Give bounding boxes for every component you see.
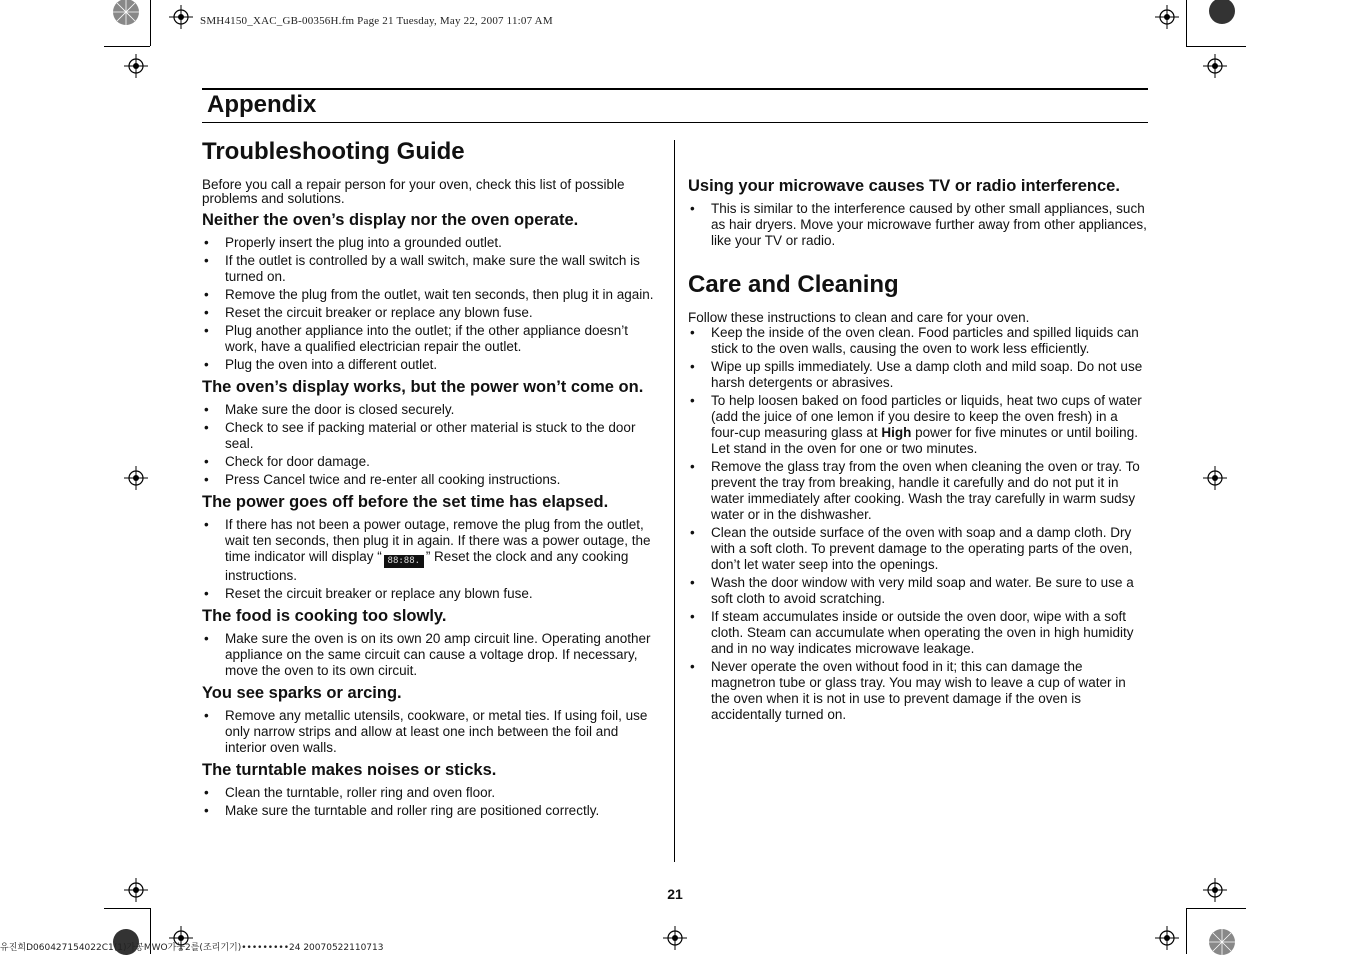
lcd-display-icon: 88:88. [384,555,424,568]
crop-line [104,908,150,909]
troubleshooting-column [202,140,660,823]
solution-item: • Make sure the turntable and roller ring are positioned correctly. [202,803,660,819]
problem-heading: The food is cooking too slowly. [202,607,447,625]
problem-heading: Using your microwave causes TV or radio interference. [688,177,1120,195]
care-text-bold: High [881,425,912,440]
care-intro: Follow these instructions to clean and care for your oven. [688,310,1030,325]
care-item: • Keep the inside of the oven clean. Food particles and spilled liquids can stick to the oven walls, causing the oven to work less efficiently. [688,325,1148,357]
solution-item: • Remove any metallic utensils, cookware, or metal ties. If using foil, use only narrow strips and allow at least one inch between the foil and interior oven walls. [202,708,660,756]
troubleshooting-intro: Before you call a repair person for your oven, check this list of possible problems and solutions. [202,177,625,206]
registration-mark-icon [124,878,148,902]
solution-text-before: If there has not been a power outage, remove the plug from the outlet, wait ten seconds, then plug it in again. If there was a power outage, the time indicator will display “ [225,517,651,564]
registration-mark-icon [1203,466,1227,490]
care-item: • If steam accumulates inside or outside the oven door, wipe with a soft cloth. Steam can accumulate when operating the oven in high humidity and in no way indicates microwave leakage. [688,609,1148,657]
care-column [688,176,1148,727]
solution-item: • If the outlet is controlled by a wall switch, make sure the wall switch is turned on. [202,253,660,285]
solution-item: • Plug another appliance into the outlet; if the other appliance doesn’t work, have a qualified electrician repair the outlet. [202,323,660,355]
solution-item: • Press Cancel twice and re-enter all cooking instructions. [202,472,660,488]
registration-mark-icon [1203,54,1227,78]
crop-line [150,0,151,46]
care-text-before: To help loosen baked on food particles or liquids, heat two cups of water (add the juice of one lemon if you desire to keep the oven fresh) in a four-cup measuring glass at [711,393,1142,440]
solution-item: • Reset the circuit breaker or replace any blown fuse. [202,305,660,321]
solution-list [202,785,660,819]
problem-heading: The oven’s display works, but the power won’t come on. [202,378,644,396]
crop-line [1186,908,1187,954]
solution-item: • Check to see if packing material or other material is stuck to the door seal. [202,420,660,452]
solution-item: • Clean the turntable, roller ring and oven floor. [202,785,660,801]
registration-mark-icon [663,926,687,950]
crop-line [1186,908,1246,909]
care-text-after: power for five minutes or until boiling. Let stand in the oven for one or two minutes. [711,425,1138,456]
registration-mark-icon [124,54,148,78]
print-header-meta: SMH4150_XAC_GB-00356H.fm Page 21 Tuesday, May 22, 2007 11:07 AM [200,15,553,27]
problem-heading: Neither the oven’s display nor the oven operate. [202,211,579,229]
care-title: Care and Cleaning [688,271,899,298]
solution-item: • Properly insert the plug into a grounded outlet. [202,235,660,251]
care-item: • Never operate the oven without food in it; this can damage the magnetron tube or glass tray. You may wish to leave a cup of water in the oven when it is not in use to prevent damage if the oven is accidentally turned on. [688,659,1148,723]
solution-item: • Reset the circuit breaker or replace any blown fuse. [202,586,660,602]
print-footer-meta: 유진희D060427154022C1(1)가공MWO가능2를(조리기기)•••••••••24 20070522110713 [0,943,384,953]
solution-list [202,631,660,679]
solution-list [688,201,1148,249]
header-rule-bottom [202,122,1148,123]
sunburst-mark-bottom-right [1208,928,1236,956]
page-number: 21 [667,886,683,902]
section-header: Appendix [207,91,317,118]
problem-heading: You see sparks or arcing. [202,684,402,702]
care-item [688,393,1148,457]
solution-item: • Check for door damage. [202,454,660,470]
troubleshooting-title: Troubleshooting Guide [202,138,465,165]
care-list [688,325,1148,723]
crop-line [1186,46,1246,47]
solution-item: • Remove the plug from the outlet, wait ten seconds, then plug it in again. [202,287,660,303]
sunburst-mark-top-left [112,0,140,26]
care-item: • Wipe up spills immediately. Use a damp cloth and mild soap. Do not use harsh detergents or abrasives. [688,359,1148,391]
registration-mark-icon [1203,878,1227,902]
solution-item: • Make sure the oven is on its own 20 amp circuit line. Operating another appliance on the same circuit can cause a voltage drop. If necessary, move the oven to its own circuit. [202,631,660,679]
problem-heading: The power goes off before the set time has elapsed. [202,493,609,511]
solution-item [202,517,660,584]
solution-list [202,235,660,373]
problem-heading: The turntable makes noises or sticks. [202,761,497,779]
registration-mark-icon [124,466,148,490]
care-item: • Remove the glass tray from the oven when cleaning the oven or tray. To prevent the tray from breaking, handle it carefully and do not put it in water immediately after cooking. Wash the tray carefully in warm sudsy water or in the dishwasher. [688,459,1148,523]
care-item: • Clean the outside surface of the oven with soap and a damp cloth. Dry with a soft cloth. To prevent damage to the operating parts of the oven, don’t let water seep into the openings. [688,525,1148,573]
solution-text-after: ” Reset the clock and any cooking instructions. [225,549,629,583]
crop-line [1186,0,1187,46]
solution-item: • Make sure the door is closed securely. [202,402,660,418]
registration-mark-icon [169,5,193,29]
solution-list [202,708,660,756]
column-divider [674,140,675,862]
sunburst-mark-top-right [1208,0,1236,25]
care-item: • Wash the door window with very mild soap and water. Be sure to use a soft cloth to avoid scratching. [688,575,1148,607]
solution-list [202,517,660,602]
header-rule-top [202,88,1148,90]
registration-mark-icon [1155,5,1179,29]
registration-mark-icon [1155,926,1179,950]
solution-item: • This is similar to the interference caused by other small appliances, such as hair dryers. Move your microwave further away from other appliances, like your TV or radio. [688,201,1148,249]
solution-item: • Plug the oven into a different outlet. [202,357,660,373]
solution-list [202,402,660,488]
crop-line [104,46,150,47]
